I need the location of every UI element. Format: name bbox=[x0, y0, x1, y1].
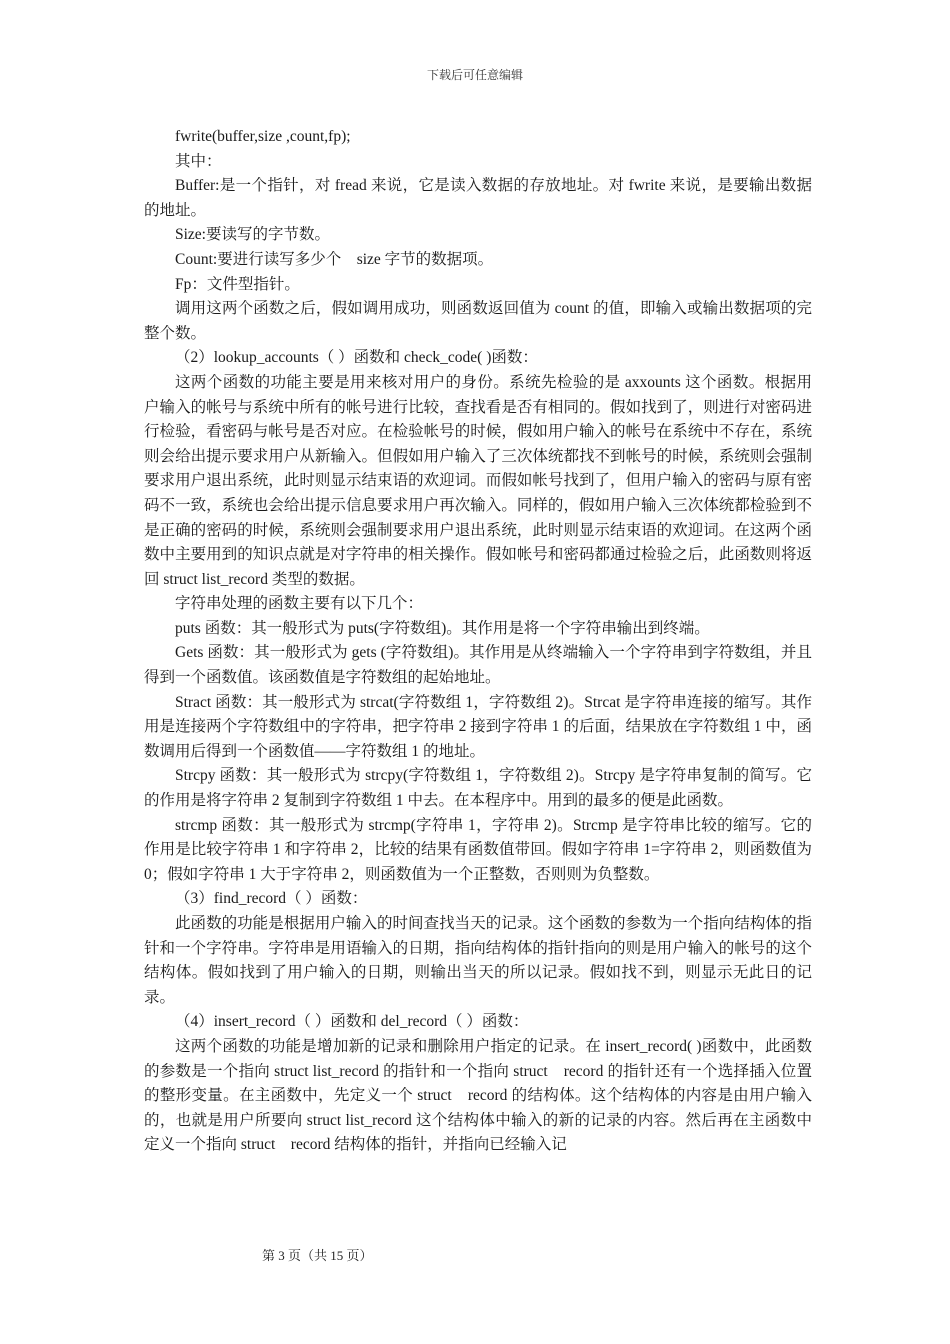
paragraph: 字符串处理的函数主要有以下几个： bbox=[175, 595, 424, 613]
paragraph: Stract 函数：其一般形式为 strcat(字符数组 1，字符数组 2)。Strcat 是字符串连接的缩写。其作用是连接两个字符数组中的字符串，把字符串 2 接到字符串 1 的后面，结果放在字符数组 1 中，函数调用后得到一个函数值——字符数组 1 的地址。 bbox=[144, 693, 812, 760]
document-body bbox=[144, 125, 812, 1158]
paragraph: Fp：文件型指针。 bbox=[175, 275, 300, 293]
paragraph: 其中： bbox=[175, 152, 222, 170]
paragraph: Gets 函数：其一般形式为 gets (字符数组)。其作用是从终端输入一个字符串到字符数组，并且得到一个函数值。该函数值是字符数组的起始地址。 bbox=[144, 644, 812, 687]
paragraph: strcmp 函数：其一般形式为 strcmp(字符串 1，字符串 2)。Strcmp 是字符串比较的缩写。它的作用是比较字符串 1 和字符串 2，比较的结果有函数值带回。假如字符串 1=字符串 2，则函数值为 0；假如字符串 1 大于字符串 2，则函数值为一个正整数，否则则为负整数。 bbox=[144, 816, 812, 883]
section-heading: （3）find_record（ ）函数： bbox=[175, 890, 368, 908]
paragraph: Count:要进行读写多少个 size 字节的数据项。 bbox=[175, 250, 494, 268]
paragraph: 这两个函数的功能主要是用来核对用户的身份。系统先检验的是 axxounts 这个函数。根据用户输入的帐号与系统中所有的帐号进行比较，查找看是否有相同的。假如找到了，则进行对密码进行检验，看密码与帐号是否对应。在检验帐号的时候，假如用户输入的帐号在系统中不存在，系统则会给出提示要求用户从新输入。但假如用户输入了三次体统都找不到帐号的时候，系统则会强制要求用户退出系统，此时则显示结束语的欢迎词。而假如帐号找到了，但用户输入的密码与原有密码不一致，系统也会给出提示信息要求用户再次输入。同样的，假如用户输入三次体统都检验到不是正确的密码的时候，系统则会强制要求用户退出系统，此时则显示结束语的欢迎词。在这两个函数中主要用到的知识点就是对字符串的相关操作。假如帐号和密码都通过检验之后，此函数则将返回 struct list_record 类型的数据。 bbox=[144, 373, 812, 588]
paragraph: 此函数的功能是根据用户输入的时间查找当天的记录。这个函数的参数为一个指向结构体的指针和一个字符串。字符串是用语输入的日期，指向结构体的指针指向的则是用户输入的帐号的这个结构体。假如找到了用户输入的日期，则输出当天的所以记录。假如找不到，则显示无此日的记录。 bbox=[144, 915, 812, 1006]
paragraph: fwrite(buffer,size ,count,fp); bbox=[175, 128, 351, 145]
paragraph: 这两个函数的功能是增加新的记录和删除用户指定的记录。在 insert_record( )函数中，此函数的参数是一个指向 struct list_record 的指针和一个指向 struct record 的指针还有一个选择插入位置的整形变量。在主函数中，先定义一个 struct record 的结构体。这个结构体的内容是由用户输入的，也就是用户所要向 struct list_record 这个结构体中输入的新的记录的内容。然后再在主函数中定义一个指向 struct record 结构体的指针，并指向已经输入记 bbox=[144, 1037, 812, 1154]
paragraph: 调用这两个函数之后，假如调用成功，则函数返回值为 count 的值，即输入或输出数据项的完整个数。 bbox=[144, 300, 812, 342]
paragraph: Strcpy 函数：其一般形式为 strcpy(字符数组 1，字符数组 2)。Strcpy 是字符串复制的简写。它的作用是将字符串 2 复制到字符数组 1 中去。在本程序中。用到的最多的便是此函数。 bbox=[144, 767, 812, 810]
page-header: 下载后可任意编辑 bbox=[426, 68, 523, 82]
page-number: 第 3 页（共 15 页） bbox=[262, 1248, 373, 1263]
paragraph: Buffer:是一个指针，对 fread 来说，它是读入数据的存放地址。对 fwrite 来说，是要输出数据的地址。 bbox=[144, 177, 812, 219]
section-heading: （2）lookup_accounts（ ）函数和 check_code( )函数： bbox=[175, 349, 538, 367]
paragraph: puts 函数：其一般形式为 puts(字符数组)。其作用是将一个字符串输出到终端。 bbox=[175, 619, 710, 637]
paragraph: Size:要读写的字节数。 bbox=[175, 226, 330, 244]
section-heading: （4）insert_record（ ）函数和 del_record（ ）函数： bbox=[175, 1013, 529, 1031]
